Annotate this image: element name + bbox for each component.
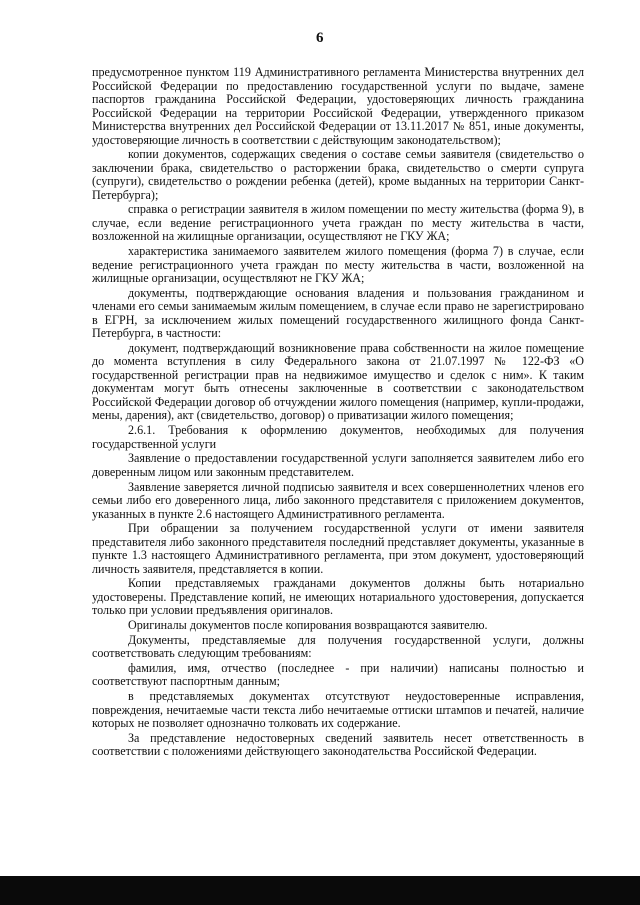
paragraph-application-filling: Заявление о предоставлении государственной услуги заполняется заявителем либо его доверенным лицом или законным представителем. (92, 451, 584, 479)
scan-bottom-border (0, 876, 640, 905)
paragraph-ownership-docs: документы, подтверждающие основания владения и пользования гражданином и членами его семьи занимаемым жилым помещением, в случае если право не зарегистрировано в ЕГРН, за исключением жилых помещений государственного жилищного фонда Санкт-Петербурга, в частности: (92, 285, 584, 341)
paragraph-registration-certificate: справка о регистрации заявителя в жилом помещении по месту жительства (форма 9), в случае, если ведение регистрационного учета граждан по месту жительства в части, возложенной на жилищные организации, осуществляют не ГКУ ЖА; (92, 202, 584, 244)
paragraph-originals-returned: Оригиналы документов после копирования возвращаются заявителю. (128, 618, 488, 633)
page-number: 6 (316, 30, 324, 46)
paragraph-dwelling-characteristic: характеристика занимаемого заявителем жилого помещения (форма 7) в случае, если ведение регистрационного учета граждан по месту жительства в части, возложенной на жилищные организации, осуществляют не ГКУ ЖА; (92, 244, 584, 286)
paragraph-requirements-intro: Документы, представляемые для получения государственной услуги, должны соответствовать следующим требованиям: (92, 632, 584, 661)
paragraph-representative: При обращении за получением государственной услуги от имени заявителя представителя либо законного представителя последний представляет документы, указанные в пункте 1.3 настоящего Административного регламента, при этом документ, удостоверяющий личность заявителя, представляется в копии. (92, 521, 584, 576)
section-heading-2-6-1: 2.6.1. Требования к оформлению документов, необходимых для получения государственной услуги (92, 423, 584, 451)
paragraph-requirement-name: фамилия, имя, отчество (последнее - при наличии) написаны полностью и соответствуют паспортным данным; (92, 660, 584, 689)
paragraph-notarized-copies: Копии представляемых гражданами документов должны быть нотариально удостоверены. Представление копий, не имеющих нотариального удостоверения, допускается только при условии предъявления оригиналов. (92, 576, 584, 618)
paragraph-application-signature: Заявление заверяется личной подписью заявителя и всех совершеннолетних членов его семьи либо его доверенного лица, либо законного представителя с приложением документов, указанных в пункте 2.6 настоящего Административного регламента. (92, 479, 584, 521)
paragraph-requirement-no-corrections: в представляемых документах отсутствуют неудостоверенные исправления, повреждения, нечитаемые части текста либо нечитаемые оттиски штампов и печатей, наличие которых не позволяет однозначно толковать их содержание. (92, 689, 584, 731)
document-body (92, 66, 584, 760)
paragraph-responsibility: За представление недостоверных сведений заявитель несет ответственность в соответствии с положениями действующего законодательства Российской Федерации. (92, 730, 584, 759)
paragraph-ownership-proof: документ, подтверждающий возникновение права собственности на жилое помещение до момента вступления в силу Федерального закона от 21.07.1997 № 122-ФЗ «О государственной регистрации прав на недвижимое имущество и сделок с ним». К таким документам могут быть отнесены заключенные в соответствии с законодательством Российской Федерации договор об отчуждении жилого помещения (например, купли-продажи, мены, дарения), акт (свидетельство, договор) о приватизации жилого помещения; (92, 340, 584, 423)
paragraph-continuation: предусмотренное пунктом 119 Административного регламента Министерства внутренних дел Российской Федерации по предоставлению государственной услуги по выдаче, замене паспортов гражданина Российской Федерации, удостоверяющих личность гражданина Российской Федерации на территории Российской Федерации, утвержденного приказом Министерства внутренних дел Российской Федерации от 13.11.2017 № 851, иные документы, удостоверяющие личность в соответствии с действующим законодательством); (92, 65, 584, 147)
paragraph-family-docs: копии документов, содержащих сведения о составе семьи заявителя (свидетельство о заключении брака, свидетельство о расторжении брака, свидетельство о смерти супруга (супруги), свидетельство о рождении ребенка (детей), кроме выданных на территории Санкт-Петербурга); (92, 147, 584, 202)
